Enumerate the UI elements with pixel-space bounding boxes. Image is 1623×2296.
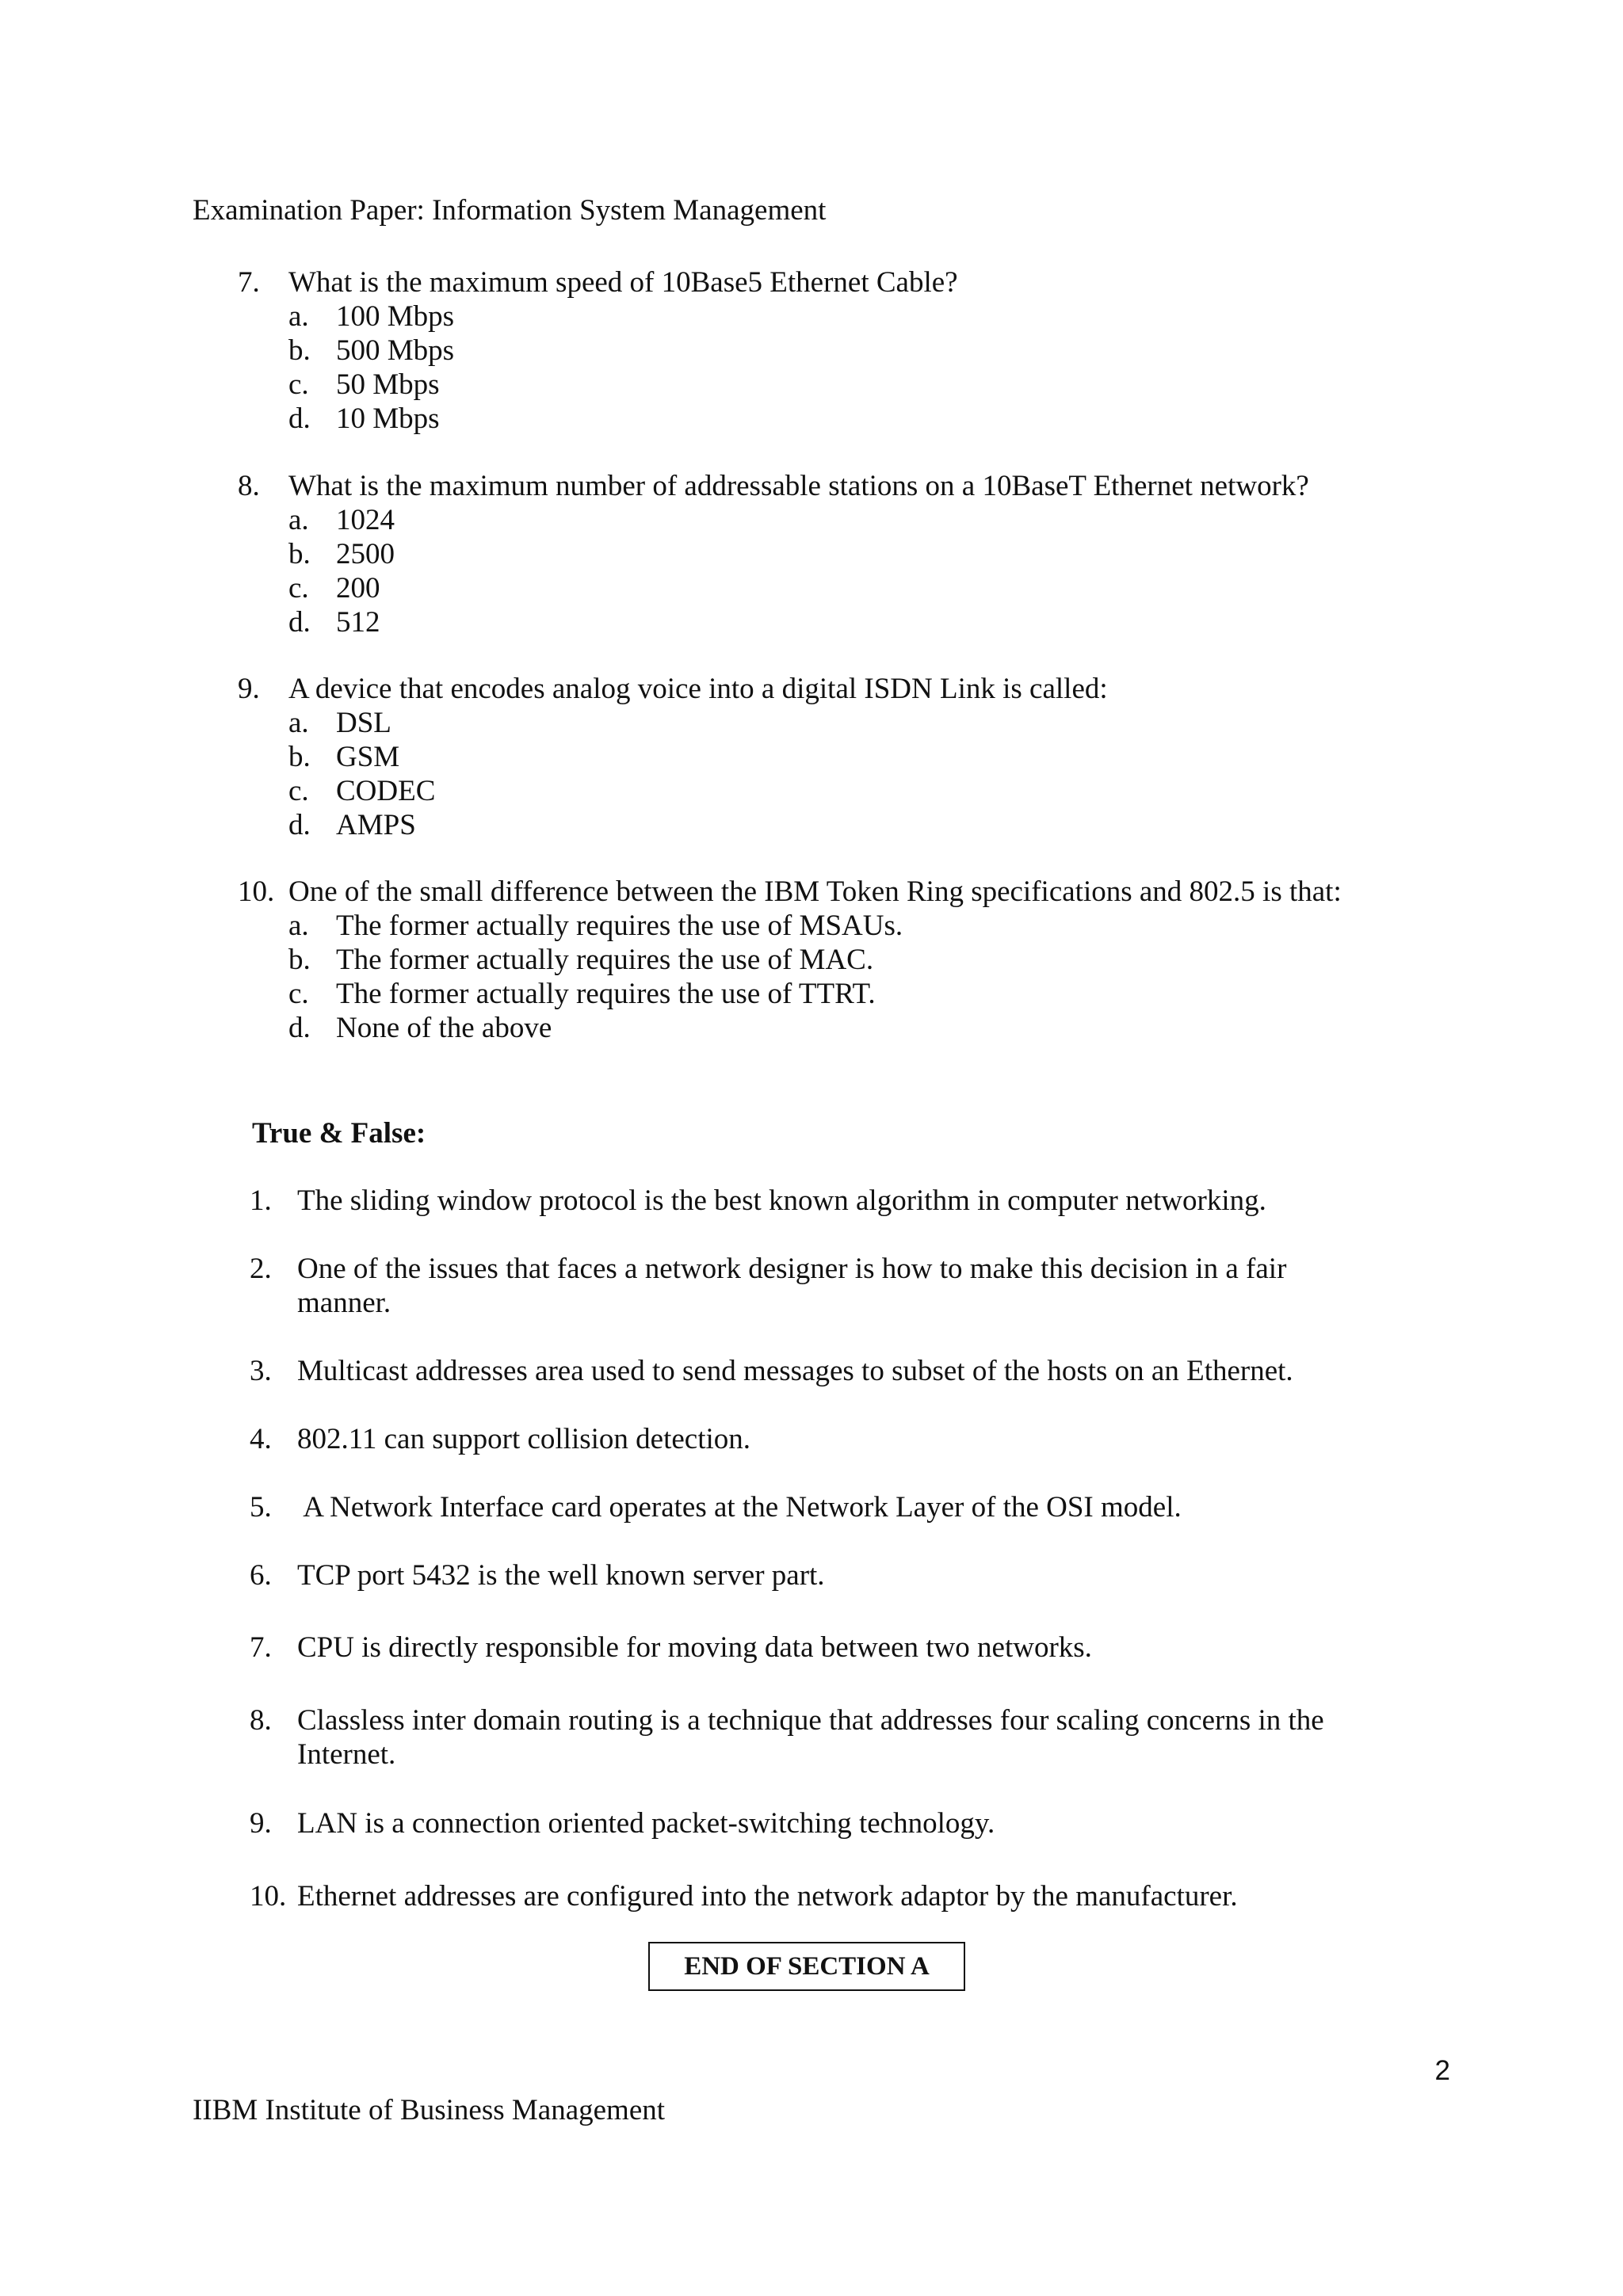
option-letter: b. — [288, 741, 311, 773]
tf-text: A Network Interface card operates at the Network Layer of the OSI model. — [297, 1491, 1182, 1524]
tf-number: 4. — [250, 1423, 272, 1455]
end-of-section-label: END OF SECTION A — [684, 1951, 930, 1981]
question-text: What is the maximum number of addressable stations on a 10BaseT Ethernet network? — [288, 470, 1309, 502]
tf-item — [250, 1490, 1399, 1524]
tf-item — [250, 1558, 1399, 1592]
tf-text: CPU is directly responsible for moving data between two networks. — [297, 1631, 1092, 1664]
tf-number: 7. — [250, 1631, 272, 1664]
option-letter: a. — [288, 300, 309, 333]
question-number: 9. — [238, 673, 260, 705]
question-line — [238, 265, 1426, 299]
tf-text: The sliding window protocol is the best known algorithm in computer networking. — [297, 1184, 1266, 1217]
option-item — [288, 740, 1426, 774]
tf-item — [250, 1630, 1399, 1665]
tf-number: 6. — [250, 1559, 272, 1592]
option-text: 1024 — [336, 504, 395, 536]
tf-text: Ethernet addresses are configured into the network adaptor by the manufacturer. — [297, 1880, 1238, 1913]
option-letter: a. — [288, 707, 309, 739]
option-text: 10 Mbps — [336, 402, 440, 435]
option-item — [288, 571, 1426, 605]
question-text: What is the maximum speed of 10Base5 Ethernet Cable? — [288, 266, 958, 299]
question-line — [238, 469, 1426, 503]
option-list — [288, 706, 1426, 842]
option-text: 200 — [336, 572, 380, 605]
tf-text: One of the issues that faces a network designer is how to make this decision in a fair manner. — [297, 1253, 1287, 1319]
tf-text: LAN is a connection oriented packet-switching technology. — [297, 1807, 995, 1840]
question-number: 10. — [238, 875, 275, 908]
option-text: 100 Mbps — [336, 300, 455, 333]
option-item — [288, 706, 1426, 740]
option-letter: a. — [288, 910, 309, 942]
section-heading: True & False: — [252, 1117, 426, 1150]
tf-text: TCP port 5432 is the well known server part. — [297, 1559, 825, 1592]
option-item — [288, 808, 1426, 842]
option-item — [288, 368, 1426, 402]
tf-item — [250, 1252, 1399, 1320]
option-list — [288, 299, 1426, 436]
page-header: Examination Paper: Information System Management — [193, 194, 827, 227]
option-item — [288, 605, 1426, 639]
mcq-question — [238, 469, 1426, 639]
option-item — [288, 503, 1426, 537]
option-item — [288, 1011, 1426, 1045]
question-number: 7. — [238, 266, 260, 299]
option-letter: c. — [288, 978, 309, 1010]
option-list — [288, 909, 1426, 1045]
page-footer: IIBM Institute of Business Management — [193, 2094, 666, 2126]
option-letter: a. — [288, 504, 309, 536]
mcq-question — [238, 875, 1426, 1045]
option-item — [288, 977, 1426, 1011]
question-line — [238, 672, 1426, 706]
option-item — [288, 334, 1426, 368]
tf-item — [250, 1806, 1399, 1840]
page-number: 2 — [1434, 2055, 1450, 2086]
option-text: None of the above — [336, 1012, 552, 1044]
option-text: 2500 — [336, 538, 395, 570]
tf-item — [250, 1354, 1399, 1388]
option-letter: c. — [288, 572, 309, 605]
tf-number: 2. — [250, 1253, 272, 1285]
option-letter: d. — [288, 809, 311, 841]
tf-number: 3. — [250, 1355, 272, 1387]
option-item — [288, 943, 1426, 977]
option-text: The former actually requires the use of MSAUs. — [336, 910, 903, 942]
tf-item — [250, 1879, 1399, 1913]
option-item — [288, 299, 1426, 334]
option-letter: b. — [288, 334, 311, 367]
option-text: DSL — [336, 707, 391, 739]
tf-number: 9. — [250, 1807, 272, 1840]
question-number: 8. — [238, 470, 260, 502]
mcq-question — [238, 265, 1426, 436]
option-text: 500 Mbps — [336, 334, 455, 367]
tf-number: 8. — [250, 1704, 272, 1737]
option-text: CODEC — [336, 775, 436, 807]
tf-item — [250, 1703, 1399, 1772]
option-text: The former actually requires the use of TTRT. — [336, 978, 876, 1010]
option-item — [288, 402, 1426, 436]
option-letter: c. — [288, 775, 309, 807]
tf-item — [250, 1184, 1399, 1218]
end-of-section-box — [648, 1942, 965, 1991]
option-letter: d. — [288, 1012, 311, 1044]
option-text: 512 — [336, 606, 380, 639]
tf-text: Classless inter domain routing is a technique that addresses four scaling concerns in the Internet. — [297, 1704, 1324, 1771]
tf-number: 10. — [250, 1880, 287, 1913]
option-letter: d. — [288, 402, 311, 435]
option-text: GSM — [336, 741, 400, 773]
question-text: One of the small difference between the IBM Token Ring specifications and 802.5 is that: — [288, 875, 1342, 908]
option-text: The former actually requires the use of MAC. — [336, 944, 874, 976]
option-letter: b. — [288, 538, 311, 570]
option-text: AMPS — [336, 809, 416, 841]
option-letter: d. — [288, 606, 311, 639]
option-letter: b. — [288, 944, 311, 976]
option-item — [288, 774, 1426, 808]
question-text: A device that encodes analog voice into a digital ISDN Link is called: — [288, 673, 1108, 705]
tf-number: 1. — [250, 1184, 272, 1217]
mcq-question — [238, 672, 1426, 842]
tf-text: Multicast addresses area used to send messages to subset of the hosts on an Ethernet. — [297, 1355, 1293, 1387]
option-item — [288, 537, 1426, 571]
tf-number: 5. — [250, 1491, 272, 1524]
option-letter: c. — [288, 368, 309, 401]
tf-item — [250, 1422, 1399, 1456]
question-line — [238, 875, 1426, 909]
option-text: 50 Mbps — [336, 368, 440, 401]
tf-text: 802.11 can support collision detection. — [297, 1423, 751, 1455]
option-list — [288, 503, 1426, 639]
option-item — [288, 909, 1426, 943]
